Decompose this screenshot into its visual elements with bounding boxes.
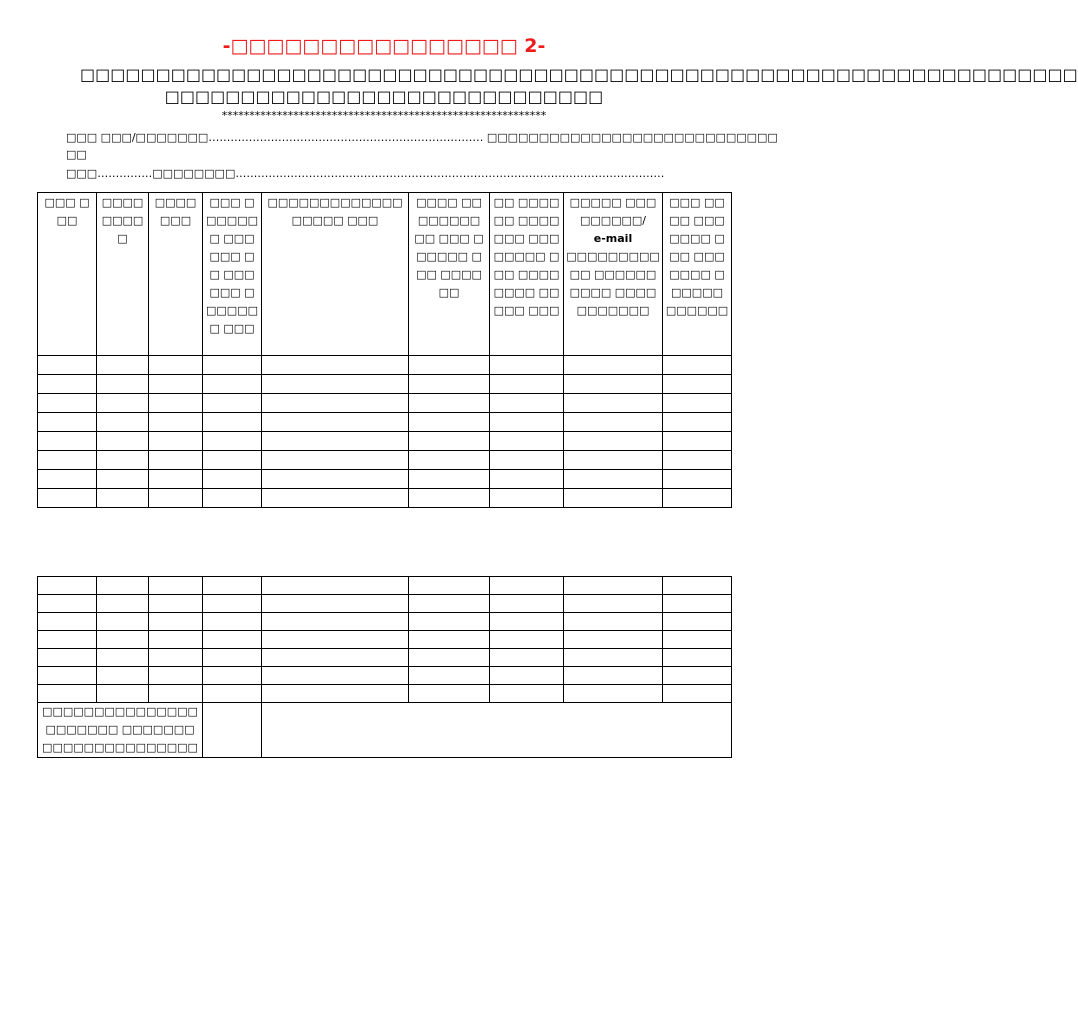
table-blank-cell[interactable] bbox=[149, 432, 203, 451]
continuation-blank-row bbox=[38, 685, 732, 703]
continuation-blank-cell[interactable] bbox=[262, 577, 409, 595]
table-blank-cell[interactable] bbox=[564, 356, 663, 375]
continuation-blank-cell[interactable] bbox=[564, 685, 663, 703]
table-blank-row bbox=[38, 375, 732, 394]
separator-line: *********************************************************** bbox=[221, 109, 547, 122]
table-blank-cell[interactable] bbox=[97, 489, 149, 508]
continuation-blank-cell[interactable] bbox=[409, 685, 490, 703]
table-blank-row bbox=[38, 451, 732, 470]
table-blank-cell[interactable] bbox=[564, 470, 663, 489]
table-blank-cell[interactable] bbox=[38, 470, 97, 489]
header-col-8 bbox=[564, 193, 663, 356]
form-title: -□□□□□□□□□□□□□□□□ 2- bbox=[222, 35, 546, 57]
header-col-7: □□ □□□□□□ □□□□□□□ □□□□□□□□ □□□ □□□□□□□□ □□□□□ □□□ bbox=[490, 193, 564, 356]
continuation-blank-cell[interactable] bbox=[262, 649, 409, 667]
continuation-blank-cell[interactable] bbox=[564, 595, 663, 613]
field-line-3-label: □□□ bbox=[66, 167, 98, 180]
table-blank-cell[interactable] bbox=[149, 451, 203, 470]
header-col-3: □□□□ □□□ bbox=[149, 193, 203, 356]
table-blank-row bbox=[38, 489, 732, 508]
table-blank-cell[interactable] bbox=[490, 413, 564, 432]
continuation-blank-cell[interactable] bbox=[490, 613, 564, 631]
table-blank-cell[interactable] bbox=[262, 375, 409, 394]
total-row bbox=[38, 703, 732, 758]
continuation-blank-cell[interactable] bbox=[149, 685, 203, 703]
header-col-1: □□□ □□□ bbox=[38, 193, 97, 356]
table-blank-cell[interactable] bbox=[38, 394, 97, 413]
table-blank-cell[interactable] bbox=[149, 375, 203, 394]
table-blank-cell[interactable] bbox=[149, 356, 203, 375]
continuation-blank-cell[interactable] bbox=[97, 613, 149, 631]
table-blank-cell[interactable] bbox=[663, 375, 732, 394]
table-blank-cell[interactable] bbox=[203, 470, 262, 489]
table-blank-cell[interactable] bbox=[409, 375, 490, 394]
table-blank-cell[interactable] bbox=[409, 470, 490, 489]
table-blank-cell[interactable] bbox=[38, 375, 97, 394]
table-blank-cell[interactable] bbox=[203, 489, 262, 508]
field-line-2-label: □□ bbox=[66, 148, 87, 161]
table-blank-cell[interactable] bbox=[262, 432, 409, 451]
continuation-blank-cell[interactable] bbox=[149, 667, 203, 685]
continuation-blank-cell[interactable] bbox=[564, 649, 663, 667]
table-blank-cell[interactable] bbox=[490, 451, 564, 470]
continuation-blank-cell[interactable] bbox=[97, 667, 149, 685]
table-blank-cell[interactable] bbox=[38, 432, 97, 451]
table-blank-cell[interactable] bbox=[38, 413, 97, 432]
table-blank-cell[interactable] bbox=[149, 470, 203, 489]
continuation-blank-cell[interactable] bbox=[97, 631, 149, 649]
field-line-1-blank: ………………………………………………………………… bbox=[208, 131, 484, 144]
table-blank-cell[interactable] bbox=[409, 432, 490, 451]
header-col-8-text-a: □□□□□ □□□□□□□□□/ bbox=[569, 196, 657, 227]
continuation-blank-cell[interactable] bbox=[203, 667, 262, 685]
table-blank-cell[interactable] bbox=[409, 489, 490, 508]
continuation-blank-cell[interactable] bbox=[97, 685, 149, 703]
table-blank-cell[interactable] bbox=[262, 394, 409, 413]
table-header-row bbox=[38, 193, 732, 356]
continuation-blank-cell[interactable] bbox=[564, 577, 663, 595]
table-blank-row bbox=[38, 432, 732, 451]
table-blank-cell[interactable] bbox=[663, 356, 732, 375]
continuation-blank-row bbox=[38, 649, 732, 667]
continuation-blank-cell[interactable] bbox=[409, 595, 490, 613]
continuation-blank-cell[interactable] bbox=[564, 667, 663, 685]
continuation-blank-cell[interactable] bbox=[203, 613, 262, 631]
table-blank-row bbox=[38, 413, 732, 432]
continuation-blank-cell[interactable] bbox=[38, 649, 97, 667]
continuation-table bbox=[37, 576, 732, 758]
continuation-blank-cell[interactable] bbox=[38, 685, 97, 703]
table-blank-cell[interactable] bbox=[564, 375, 663, 394]
table-blank-cell[interactable] bbox=[97, 394, 149, 413]
continuation-blank-cell[interactable] bbox=[38, 577, 97, 595]
continuation-blank-cell[interactable] bbox=[97, 595, 149, 613]
total-label: □□□□□□□□□□□□□□□□□□□□□□ □□□□□□□□□□□□□□□□□□□□□□ bbox=[38, 703, 203, 758]
continuation-blank-cell[interactable] bbox=[663, 667, 732, 685]
header-col-8-email: e-mail bbox=[593, 232, 633, 245]
field-line-3-label-2: □□□□□□□□ bbox=[152, 167, 236, 180]
field-line-3-blank: …………… bbox=[97, 167, 153, 180]
table-blank-cell[interactable] bbox=[262, 356, 409, 375]
table-blank-cell[interactable] bbox=[490, 356, 564, 375]
table-blank-cell[interactable] bbox=[564, 413, 663, 432]
continuation-blank-cell[interactable] bbox=[38, 595, 97, 613]
continuation-blank-cell[interactable] bbox=[149, 649, 203, 667]
table-blank-row bbox=[38, 394, 732, 413]
form-subtitle: □□□□□□□□□□□□□□□□□□□□□□□□□□□□□□□□□□□□□□□□□□□□□□□□□□□□□□□□□□□□□□□□□□ □□□□□□□□□□□□□□□□□□□□□□□□□□□□□ bbox=[80, 65, 1078, 106]
table-blank-cell[interactable] bbox=[409, 394, 490, 413]
table-blank-cell[interactable] bbox=[490, 432, 564, 451]
table-blank-cell[interactable] bbox=[149, 413, 203, 432]
table-blank-cell[interactable] bbox=[149, 489, 203, 508]
table-blank-cell[interactable] bbox=[262, 413, 409, 432]
continuation-blank-cell[interactable] bbox=[663, 649, 732, 667]
continuation-blank-row bbox=[38, 613, 732, 631]
continuation-blank-cell[interactable] bbox=[262, 595, 409, 613]
table-blank-cell[interactable] bbox=[97, 432, 149, 451]
continuation-blank-cell[interactable] bbox=[409, 649, 490, 667]
table-blank-cell[interactable] bbox=[97, 375, 149, 394]
table-blank-cell[interactable] bbox=[97, 356, 149, 375]
table-blank-cell[interactable] bbox=[490, 489, 564, 508]
continuation-blank-row bbox=[38, 667, 732, 685]
continuation-blank-cell[interactable] bbox=[38, 667, 97, 685]
table-blank-cell[interactable] bbox=[262, 451, 409, 470]
table-blank-cell[interactable] bbox=[663, 432, 732, 451]
continuation-blank-cell[interactable] bbox=[490, 577, 564, 595]
table-blank-cell[interactable] bbox=[409, 356, 490, 375]
continuation-blank-cell[interactable] bbox=[409, 631, 490, 649]
field-line-1 bbox=[66, 131, 778, 145]
table-blank-cell[interactable] bbox=[203, 394, 262, 413]
table-blank-cell[interactable] bbox=[262, 470, 409, 489]
continuation-blank-cell[interactable] bbox=[663, 577, 732, 595]
header-col-8-text-b: □□□□□□□□□□□ □□□□□□□□□□ □□□□□□□□□□□ bbox=[566, 250, 660, 317]
continuation-blank-cell[interactable] bbox=[149, 595, 203, 613]
continuation-blank-cell[interactable] bbox=[149, 631, 203, 649]
field-line-3 bbox=[66, 167, 706, 181]
table-blank-cell[interactable] bbox=[663, 394, 732, 413]
continuation-blank-cell[interactable] bbox=[262, 631, 409, 649]
table-blank-cell[interactable] bbox=[38, 451, 97, 470]
table-blank-row bbox=[38, 356, 732, 375]
field-line-1-label-2: □□□□□□□□□□□□□□□□□□□□□□□□□□□□ bbox=[486, 131, 778, 144]
field-line-2 bbox=[66, 148, 706, 162]
continuation-blank-cell[interactable] bbox=[97, 649, 149, 667]
header-col-9: □□□ □□□□ □□□□□□□ □□□ □□□□□□□ □□□□□□ □□□□□□ bbox=[663, 193, 732, 356]
table-blank-cell[interactable] bbox=[203, 356, 262, 375]
table-blank-row bbox=[38, 470, 732, 489]
table-blank-cell[interactable] bbox=[409, 451, 490, 470]
continuation-blank-cell[interactable] bbox=[663, 613, 732, 631]
main-table bbox=[37, 192, 732, 508]
table-blank-cell[interactable] bbox=[564, 489, 663, 508]
continuation-blank-row bbox=[38, 595, 732, 613]
continuation-blank-cell[interactable] bbox=[490, 595, 564, 613]
continuation-blank-cell[interactable] bbox=[38, 631, 97, 649]
continuation-blank-cell[interactable] bbox=[663, 631, 732, 649]
table-blank-cell[interactable] bbox=[203, 451, 262, 470]
field-line-3-blank-2: ……………………………………………………………………………………………………… bbox=[235, 167, 665, 180]
continuation-blank-cell[interactable] bbox=[663, 685, 732, 703]
table-blank-cell[interactable] bbox=[149, 394, 203, 413]
continuation-blank-cell[interactable] bbox=[262, 685, 409, 703]
continuation-blank-cell[interactable] bbox=[490, 667, 564, 685]
table-blank-cell[interactable] bbox=[97, 413, 149, 432]
continuation-blank-cell[interactable] bbox=[490, 685, 564, 703]
table-blank-cell[interactable] bbox=[262, 489, 409, 508]
continuation-blank-cell[interactable] bbox=[490, 631, 564, 649]
continuation-blank-cell[interactable] bbox=[97, 577, 149, 595]
table-blank-cell[interactable] bbox=[38, 356, 97, 375]
field-line-1-label: □□□ □□□/□□□□□□□ bbox=[66, 131, 209, 144]
table-blank-cell[interactable] bbox=[663, 489, 732, 508]
table-blank-cell[interactable] bbox=[490, 470, 564, 489]
table-blank-cell[interactable] bbox=[97, 470, 149, 489]
continuation-blank-cell[interactable] bbox=[564, 613, 663, 631]
continuation-blank-cell[interactable] bbox=[663, 595, 732, 613]
header-col-2: □□□□ □□□□□ bbox=[97, 193, 149, 356]
table-blank-cell[interactable] bbox=[564, 451, 663, 470]
continuation-blank-cell[interactable] bbox=[149, 613, 203, 631]
table-blank-cell[interactable] bbox=[663, 451, 732, 470]
table-blank-cell[interactable] bbox=[663, 413, 732, 432]
continuation-blank-cell[interactable] bbox=[564, 631, 663, 649]
table-blank-cell[interactable] bbox=[490, 394, 564, 413]
table-blank-cell[interactable] bbox=[490, 375, 564, 394]
total-value-cell[interactable] bbox=[203, 703, 262, 758]
continuation-blank-cell[interactable] bbox=[409, 667, 490, 685]
continuation-blank-cell[interactable] bbox=[149, 577, 203, 595]
table-blank-cell[interactable] bbox=[564, 432, 663, 451]
table-blank-cell[interactable] bbox=[409, 413, 490, 432]
header-col-6: □□□□ □□□□□□□□ □□ □□□ □□□□□□ □□□ □□□□□□ bbox=[409, 193, 490, 356]
continuation-blank-cell[interactable] bbox=[409, 613, 490, 631]
table-blank-cell[interactable] bbox=[38, 489, 97, 508]
continuation-blank-cell[interactable] bbox=[490, 649, 564, 667]
header-col-5: □□□□□□□□□□□□□□□□□□ □□□ bbox=[262, 193, 409, 356]
continuation-blank-cell[interactable] bbox=[203, 685, 262, 703]
continuation-blank-cell[interactable] bbox=[38, 613, 97, 631]
continuation-blank-cell[interactable] bbox=[262, 613, 409, 631]
continuation-blank-row bbox=[38, 577, 732, 595]
continuation-blank-cell[interactable] bbox=[203, 631, 262, 649]
table-blank-cell[interactable] bbox=[663, 470, 732, 489]
continuation-blank-cell[interactable] bbox=[262, 667, 409, 685]
table-blank-cell[interactable] bbox=[203, 432, 262, 451]
continuation-blank-cell[interactable] bbox=[409, 577, 490, 595]
continuation-blank-cell[interactable] bbox=[203, 649, 262, 667]
table-blank-cell[interactable] bbox=[203, 413, 262, 432]
continuation-blank-row bbox=[38, 631, 732, 649]
header-col-4: □□□ □□□□□□ □ □□□□□□ □□ □□□□□□ □ □□□□□□ □□□ bbox=[203, 193, 262, 356]
total-remarks-cell[interactable] bbox=[262, 703, 732, 758]
table-blank-cell[interactable] bbox=[203, 375, 262, 394]
continuation-blank-cell[interactable] bbox=[203, 595, 262, 613]
table-blank-cell[interactable] bbox=[564, 394, 663, 413]
continuation-blank-cell[interactable] bbox=[203, 577, 262, 595]
table-blank-cell[interactable] bbox=[97, 451, 149, 470]
